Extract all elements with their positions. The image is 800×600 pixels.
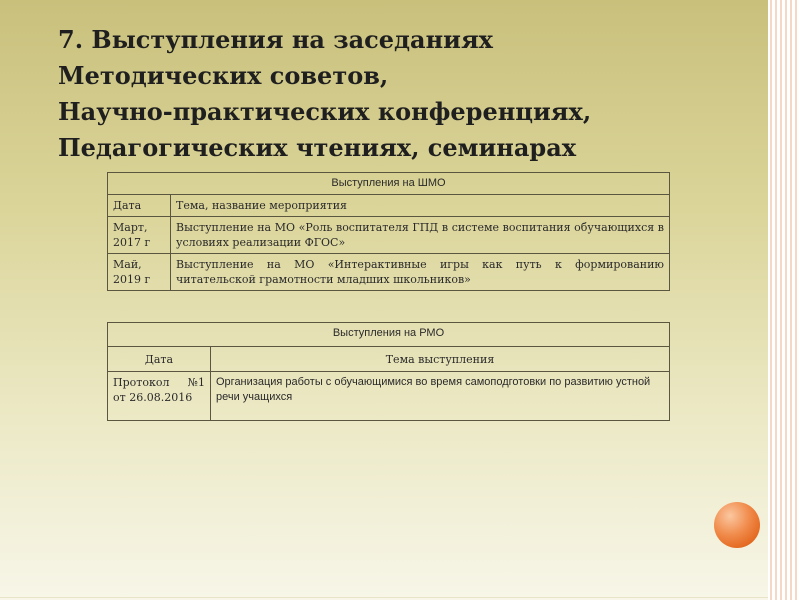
column-header-date: Дата: [108, 347, 211, 372]
column-header-topic: Тема, название мероприятия: [171, 195, 670, 217]
title-line-3: Научно-практических конференциях,: [58, 97, 592, 126]
title-line-2: Методических советов,: [58, 61, 389, 90]
protocol-number: №1: [187, 376, 205, 389]
date-year: 2017 г: [113, 236, 151, 249]
date-cell: [108, 372, 211, 421]
protocol-date: от 26.08.2016: [113, 391, 193, 404]
shmo-table: [107, 172, 670, 291]
title-line-4: Педагогических чтениях, семинарах: [58, 133, 577, 162]
table-row: [108, 217, 670, 254]
topic-cell: Выступление на МО «Роль воспитателя ГПД в системе воспитания обучающихся в условиях реализации ФГОС»: [171, 217, 670, 254]
column-header-topic: Тема выступления: [211, 347, 670, 372]
table-header-row: [108, 347, 670, 372]
slide-title: [58, 22, 678, 166]
table-caption-row: [108, 173, 670, 195]
date-cell: [108, 254, 171, 291]
title-line-1: 7. Выступления на заседаниях: [58, 25, 493, 54]
date-month: Март,: [113, 221, 148, 234]
decorative-stripes: [770, 0, 800, 600]
rmo-table: [107, 322, 670, 421]
table-header-row: [108, 195, 670, 217]
decorative-orange-circle: [714, 502, 760, 548]
table-row: [108, 372, 670, 421]
date-year: 2019 г: [113, 273, 151, 286]
table-row: [108, 254, 670, 291]
topic-cell: Выступление на МО «Интерактивные игры как путь к формированию читательской грамотности младших школьников»: [171, 254, 670, 291]
table-caption-row: [108, 323, 670, 347]
protocol-label: Протокол: [113, 376, 170, 389]
column-header-date: Дата: [108, 195, 171, 217]
topic-cell: Организация работы с обучающимися во время самоподготовки по развитию устной речи учащихся: [211, 372, 670, 421]
date-cell: [108, 217, 171, 254]
rmo-table-caption: Выступления на РМО: [108, 323, 670, 347]
shmo-table-caption: Выступления на ШМО: [108, 173, 670, 195]
protocol-line: [113, 375, 205, 390]
date-month: Май,: [113, 258, 142, 271]
